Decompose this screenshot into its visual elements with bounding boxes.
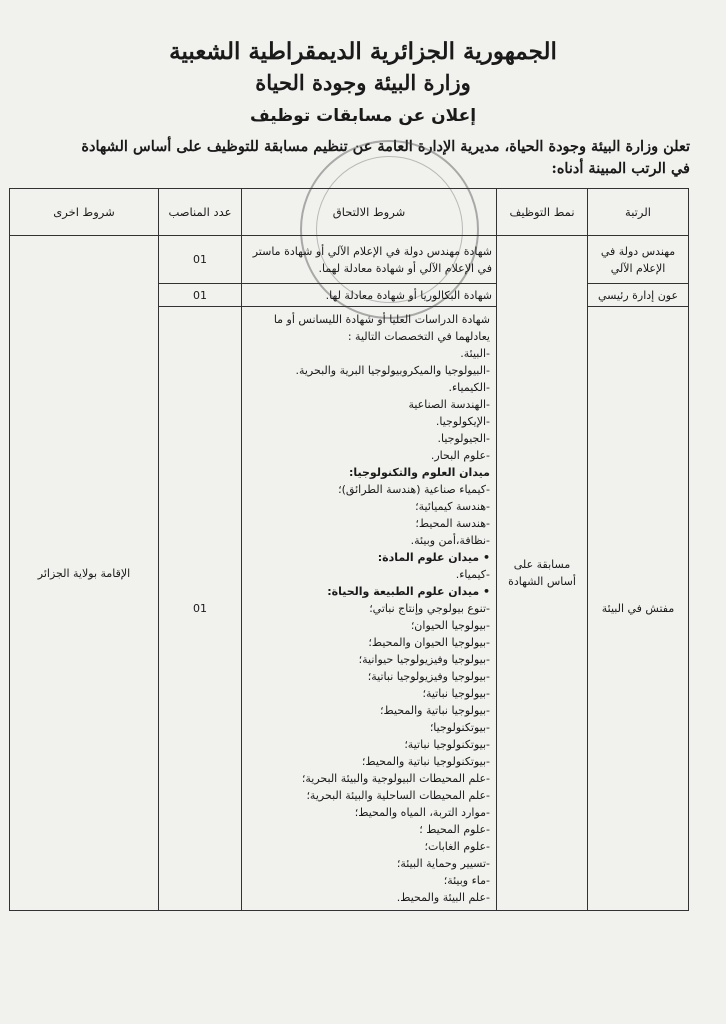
conditions-line: -الكيمياء.	[448, 381, 490, 394]
conditions-line: -الإيكولوجيا.	[435, 415, 490, 428]
other-conditions-cell: الإقامة بولاية الجزائر	[10, 236, 159, 911]
conditions-line: -هندسة كيميائية؛	[415, 500, 490, 513]
table-header-row	[10, 189, 689, 236]
grade-cell: عون إدارة رئيسي	[588, 284, 689, 307]
header-grade: الرتبة	[588, 189, 689, 236]
recruitment-table	[9, 188, 689, 911]
header-positions: عدد المناصب	[159, 189, 242, 236]
announcement-title: إعلان عن مسابقات توظيف	[249, 106, 477, 126]
header-mode: نمط التوظيف	[497, 189, 588, 236]
conditions-cell	[242, 307, 497, 911]
conditions-line: -بيولوجيا وفيزيولوجيا حيوانية؛	[358, 653, 490, 666]
conditions-line: -كيمياء.	[455, 568, 490, 581]
conditions-line: -موارد التربة، المياه والمحيط؛	[354, 806, 490, 819]
ministry-title: وزارة البيئة وجودة الحياة	[255, 70, 471, 95]
conditions-field-heading: ميدان العلوم والتكنولوجيا:	[348, 466, 490, 479]
table-row	[10, 236, 689, 284]
header-conditions: شروط الالتحاق	[242, 189, 497, 236]
conditions-field-heading: • ميدان علوم الطبيعة والحياة:	[246, 583, 490, 600]
positions-cell: 01	[159, 284, 242, 307]
conditions-line: -تسيير وحماية البيئة؛	[396, 857, 490, 870]
grade-cell: مهندس دولة في الإعلام الآلي	[588, 236, 689, 284]
conditions-line: -بيوتكنولوجيا؛	[429, 721, 490, 734]
conditions-line: -الجيولوجيا.	[437, 432, 490, 445]
conditions-line: -بيولوجيا الحيوان؛	[410, 619, 490, 632]
conditions-line: -الهندسة الصناعية	[408, 398, 490, 411]
grade-cell: مفتش في البيئة	[588, 307, 689, 911]
republic-title: الجمهورية الجزائرية الديمقراطية الشعبية	[169, 38, 557, 65]
conditions-line: -بيولوجيا الحيوان والمحيط؛	[368, 636, 490, 649]
header-other: شروط اخرى	[10, 189, 159, 236]
conditions-line: -علم المحيطات البيولوجية والبيئة البحرية؛	[301, 772, 490, 785]
conditions-line: -بيولوجيا نباتية والمحيط؛	[380, 704, 490, 717]
conditions-line: -بيوتكنولوجيا نباتية؛	[404, 738, 490, 751]
positions-cell: 01	[159, 307, 242, 911]
conditions-line: -بيوتكنولوجيا نباتية والمحيط؛	[361, 755, 490, 768]
conditions-line: -كيمياء صناعية (هندسة الطرائق)؛	[338, 483, 490, 496]
conditions-line: -علوم الغابات؛	[424, 840, 490, 853]
positions-cell: 01	[159, 236, 242, 284]
conditions-line: -نظافة،أمن وبيئة.	[410, 534, 490, 547]
intro-paragraph	[30, 136, 690, 180]
intro-line-2: في الرتب المبينة أدناه:	[551, 160, 690, 177]
conditions-line: -علم المحيطات الساحلية والبيئة البحرية؛	[306, 789, 490, 802]
conditions-line: -علم البيئة والمحيط.	[396, 891, 490, 904]
conditions-line: -هندسة المحيط؛	[415, 517, 490, 530]
mode-cell: مسابقة على أساس الشهادة	[497, 236, 588, 911]
conditions-line: -علوم المحيط ؛	[419, 823, 490, 836]
conditions-line: -بيولوجيا وفيزيولوجيا نباتية؛	[367, 670, 490, 683]
conditions-line: -ماء وبيئة؛	[443, 874, 490, 887]
conditions-field-heading: • ميدان علوم المادة:	[246, 549, 490, 566]
conditions-line: -البيئة.	[460, 347, 490, 360]
conditions-line: -تنوع بيولوجي وإنتاج نباتي؛	[369, 602, 490, 615]
intro-line-1: تعلن وزارة البيئة وجودة الحياة، مديرية الإدارة العامة عن تنظيم مسابقة للتوظيف على أساس الشهادة	[81, 138, 690, 155]
conditions-line: -البيولوجيا والميكروبيولوجيا البرية والبحرية.	[295, 364, 490, 377]
conditions-line: شهادة الدراسات العليا أو شهادة الليسانس أو ما	[273, 313, 490, 326]
conditions-line: -علوم البحار.	[430, 449, 490, 462]
conditions-line: -بيولوجيا نباتية؛	[422, 687, 490, 700]
conditions-cell: شهادة مهندس دولة في الإعلام الآلي أو شهادة ماستر في الإعلام الآلي أو شهادة معادلة لهما.	[242, 236, 497, 284]
conditions-cell: شهادة البكالوريا أو شهادة معادلة لها.	[242, 284, 497, 307]
conditions-line: يعادلهما في التخصصات التالية :	[347, 330, 490, 343]
